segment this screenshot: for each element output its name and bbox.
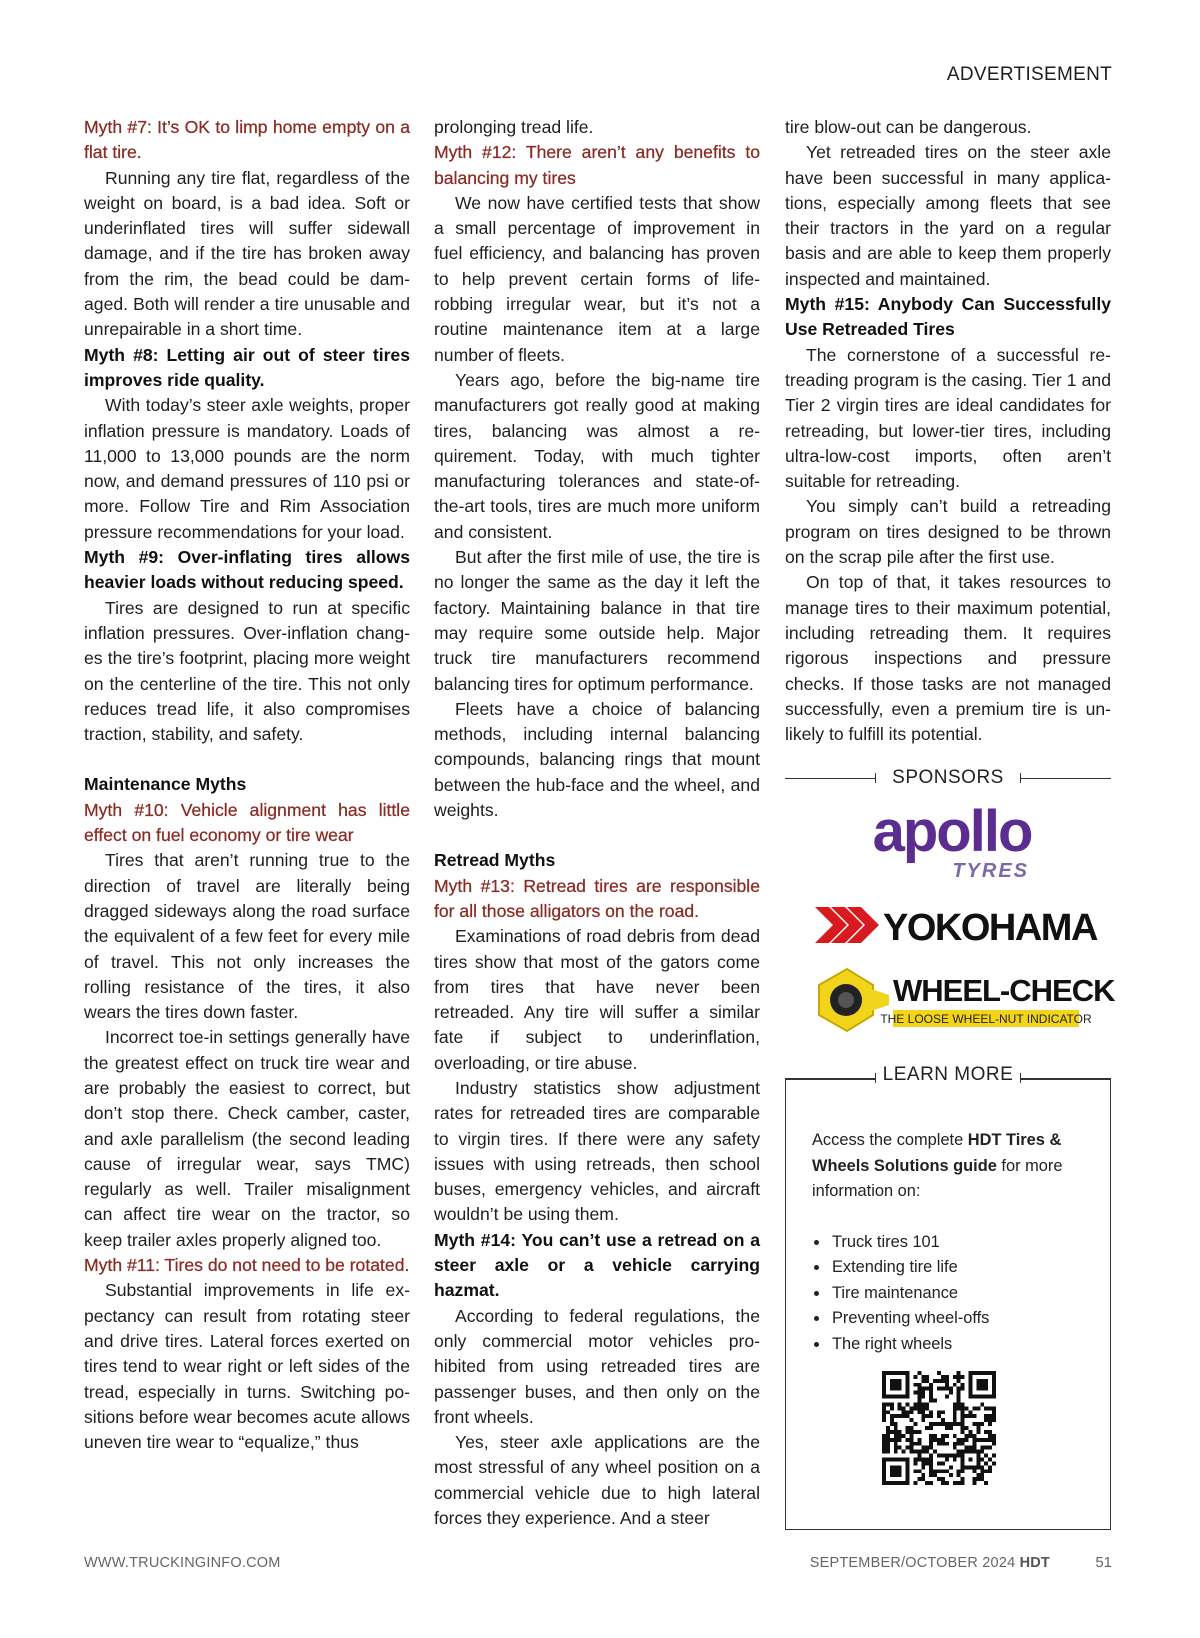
footer-website: WWW.TRUCKINGINFO.COM: [84, 1555, 281, 1571]
wheel-check-logo-word: WHEEL-CHECK: [893, 973, 1115, 1009]
paragraph: Tires are designed to run at specific inflation pressures. Over-inflation changes the tire’s footprint, placing more weight on the centerline of the tire. This not only reduces tread life, it also compromises traction, stability, and safety.: [84, 597, 410, 745]
sponsors-divider: [785, 765, 1111, 793]
learn-more-label: LEARN MORE: [882, 1064, 1014, 1085]
qr-code-icon[interactable]: [882, 1371, 996, 1485]
guide-title[interactable]: HDT Tires & Wheels Solutions guide: [812, 1131, 1062, 1175]
paragraph: Substantial improvements in life expectancy can result from rotating steer and drive tires. Lateral forces exerted on tires tend to wear right or left sides of the tread, especially in turns. Switching positions before wear becomes acute allows uneven tire wear to “equalize,” thus: [84, 1280, 410, 1453]
yokohama-logo[interactable]: [815, 901, 1097, 950]
paragraph: On top of that, it takes resources to manage tires to their maximum potential, including retreading them. It requires rigorous inspections and pressure checks. If those tasks are not managed successfully, even a premium tire is unlikely to fulfill its potential.: [785, 572, 1111, 745]
list-item: • Truck tires 101: [830, 1230, 1092, 1256]
apollo-logo-word: apollo: [872, 799, 1032, 865]
article-column-1: [84, 115, 410, 1455]
paragraph: Incorrect toe-in settings generally have the greatest effect on truck tire wear and are probably the easiest to correct, but don’t stop there. Check camber, caster, and axle parallelism (the second leading cause of irregular wear, says TMC) regularly as well. Trailer misalignment can affect tire wear on the tractor, so keep trailer axles properly aligned too.: [84, 1027, 410, 1250]
article-column-2: [434, 115, 760, 1531]
myth-15-heading: Myth #15: Anybody Can Successfully Use Retreaded Tires: [785, 294, 1111, 340]
apollo-tyres-logo[interactable]: [857, 799, 1047, 883]
list-item: • Tire maintenance: [830, 1281, 1092, 1307]
list-item: • Extending tire life: [830, 1255, 1092, 1281]
learn-more-body: [812, 1128, 1092, 1357]
wheel-check-tagline: THE LOOSE WHEEL-NUT INDICATOR: [880, 1012, 1092, 1027]
paragraph: Industry statistics show adjustment rates for retreaded tires are comparable to virgin tires. If there were any safety issues with using retreads, then school buses, emergency vehicles, and aircraft wouldn’t be using them.: [434, 1077, 760, 1225]
paragraph-continued: tire blow-out can be dangerous.: [785, 117, 1032, 137]
learn-more-box: [785, 1078, 1111, 1530]
paragraph: Fleets have a choice of balancing methods, including internal balancing compounds, balancing rings that mount between the hub-face and the wheel, and weights.: [434, 698, 760, 821]
sponsors-label: SPONSORS: [892, 767, 1004, 789]
yokohama-chevron-icon: [815, 907, 879, 943]
advertisement-label: ADVERTISEMENT: [946, 64, 1112, 85]
topic-list: [812, 1230, 1092, 1358]
footer-issue: SEPTEMBER/OCTOBER 2024 HDT: [809, 1555, 1050, 1571]
paragraph: Tires that aren’t running true to the direction of travel are literally being dragged sideways along the road surface the equivalent of a few feet for every mile of travel. This not only increases the rolling resistance of the tires, it also wears the tires down faster.: [84, 850, 410, 1023]
myth-9-heading: Myth #9: Over-inflating tires allows heavier loads without reducing speed.: [84, 547, 410, 593]
page-number: 51: [1095, 1554, 1112, 1571]
myth-14-heading: Myth #14: You can’t use a retread on a steer axle or a vehicle carrying hazmat.: [434, 1229, 760, 1301]
yokohama-logo-word: YOKOHAMA: [883, 907, 1097, 950]
paragraph: You simply can’t build a retreading program on tires designed to be thrown on the scrap pile after the first use.: [785, 496, 1111, 568]
myth-7-heading: Myth #7: It’s OK to limp home empty on a flat tire.: [84, 117, 410, 163]
learn-more-intro: Access the complete HDT Tires & Wheels Solutions guide for more information on:: [812, 1131, 1063, 1200]
paragraph: Running any tire flat, regardless of the weight on board, is a bad idea. Soft or underinflated tires will suffer sidewall damage, and if the tire has broken away from the rim, the bead could be damaged. Both will render a tire unusable and unrepairable in a short time.: [84, 167, 410, 340]
myth-11-heading: Myth #11: Tires do not need to be rotated.: [84, 1255, 410, 1276]
paragraph: Examinations of road debris from dead tires show that most of the gators come from tires that have never been retreaded. Any tire will suffer a similar fate if subject to underinflation, overloading, or tire abuse.: [434, 926, 760, 1073]
section-heading-retread: Retread Myths: [434, 850, 556, 871]
paragraph: The cornerstone of a successful retreading program is the casing. Tier 1 and Tier 2 virgin tires are ideal candidates for retreading, but lower-tier tires, including ultra-low-cost imports, often aren’t suitable for retreading.: [785, 344, 1111, 492]
apollo-logo-sub: TYRES: [952, 860, 1029, 883]
section-heading-maintenance: Maintenance Myths: [84, 774, 247, 795]
myth-12-heading: Myth #12: There aren’t any benefits to balancing my tires: [434, 142, 760, 188]
paragraph: Yet retreaded tires on the steer axle have been successful in many applications, especially among fleets that see their tractors in the yard on a regular basis and are able to keep them properly inspected and maintained.: [785, 142, 1111, 289]
paragraph: Years ago, before the big-name tire manufacturers got really good at making tires, balancing was almost a requirement. Today, with much tighter manufacturing tolerances and state-of-the-art tools, tires are much more uniform and consistent.: [434, 369, 760, 542]
article-column-3: [785, 115, 1115, 1048]
list-item: • Preventing wheel-offs: [830, 1306, 1092, 1332]
wheel-nut-icon: [819, 969, 889, 1031]
myth-10-heading: Myth #10: Vehicle alignment has little effect on fuel economy or tire wear: [84, 799, 410, 846]
myth-13-heading: Myth #13: Retread tires are responsible for all those alligators on the road.: [434, 875, 760, 921]
myth-8-heading: Myth #8: Letting air out of steer tires improves ride quality.: [84, 344, 410, 390]
list-item: • The right wheels: [830, 1332, 1092, 1358]
paragraph-continued: prolonging tread life.: [434, 117, 594, 137]
sponsor-logos: [785, 793, 1115, 1048]
paragraph: We now have certified tests that show a small percentage of improvement in fuel efficiency, and balancing has proven to help prevent certain forms of life-robbing irregular wear, but it’s not a routine maintenance item at a large number of fleets.: [434, 192, 760, 365]
paragraph: According to federal regulations, the only commercial motor vehicles prohibited from using retreaded tires are passenger buses, and then only on the front wheels.: [434, 1305, 760, 1427]
paragraph: With today’s steer axle weights, proper inflation pressure is mandatory. Loads of 11,000 to 13,000 pounds are the norm now, and demand pressures of 110 psi or more. Follow Tire and Rim Association pressure recommendations for your load.: [84, 395, 410, 542]
paragraph: Yes, steer axle applications are the most stressful of any wheel position on a commercial vehicle due to high lateral forces they experience. And a steer: [434, 1432, 760, 1529]
wheel-check-logo[interactable]: [815, 965, 1115, 1035]
paragraph: But after the first mile of use, the tire is no longer the same as the day it left the factory. Maintaining balance in that tire may require some outside help. Major truck tire manufacturers recommend balancing tires for optimum performance.: [434, 547, 760, 694]
